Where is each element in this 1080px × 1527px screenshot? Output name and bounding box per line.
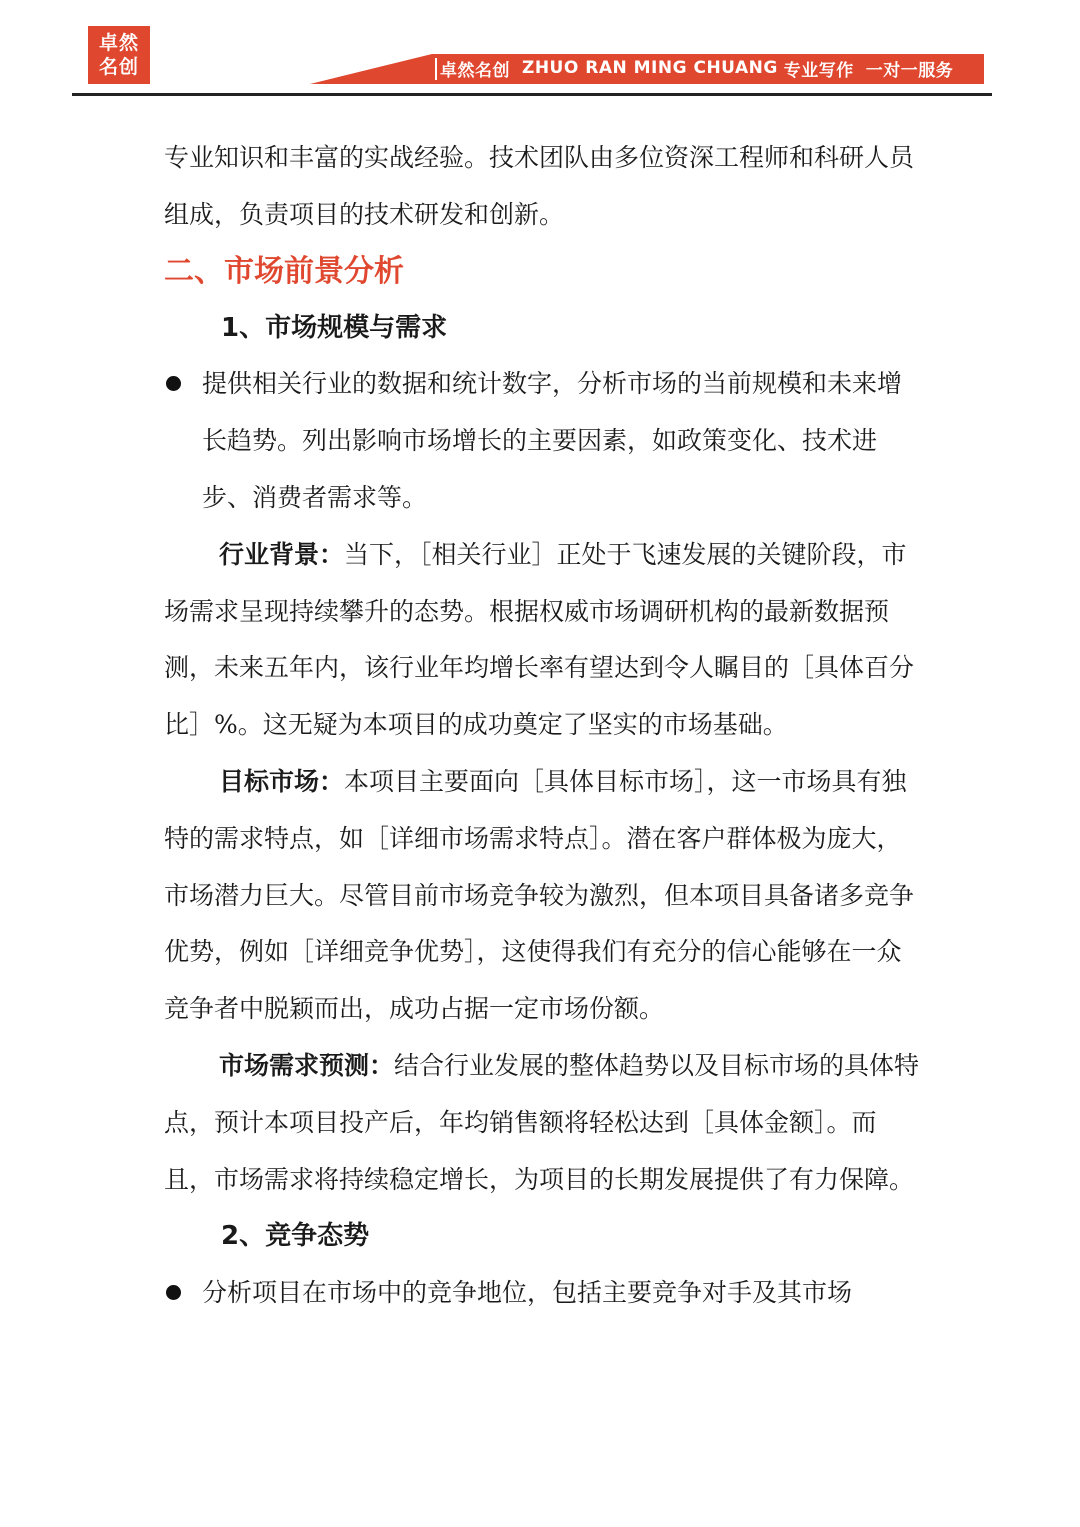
paragraph-forecast [164, 1038, 924, 1208]
banner-brand-cn: 卓然名创 [440, 60, 510, 81]
banner-brand-en: ZHUO RAN MING CHUANG [522, 58, 778, 78]
logo-text-bottom: 名创 [98, 56, 139, 78]
subsection-title-competition: 2、竞争态势 [221, 1221, 370, 1252]
document-body [164, 130, 924, 1322]
bullet-dot [166, 376, 181, 391]
section-title: 二、市场前景分析 [164, 253, 404, 289]
bullet-item [164, 356, 924, 526]
paragraph-lead: 行业背景： [219, 539, 345, 569]
header-banner-shape [0, 0, 1080, 100]
banner-tagline: 专业写作 [783, 60, 854, 81]
paragraph-lead: 目标市场： [219, 766, 345, 796]
bullet-text: 分析项目在市场中的竞争地位，包括主要竞争对手及其市场 [202, 1278, 853, 1308]
paragraph-lead: 市场需求预测： [219, 1050, 395, 1080]
logo-text-top: 卓然 [98, 32, 139, 54]
header-banner-text [440, 55, 980, 81]
subsection-title-market-size: 1、市场规模与需求 [221, 312, 448, 343]
bullet-item [164, 1265, 924, 1322]
paragraph-text: 本项目主要面向［具体目标市场］，这一市场具有独特的需求特点，如［详细市场需求特点］。潜在客户群体极为庞大，市场潜力巨大。尽管目前市场竞争较为激烈，但本项目具备诸多竞争优势，例如［详细竞争优势］，这使得我们有充分的信心能够在一众竞争者中脱颖而出，成功占据一定市场份额。 [164, 766, 915, 1024]
bullet-text: 提供相关行业的数据和统计数字，分析市场的当前规模和未来增长趋势。列出影响市场增长的主要因素，如政策变化、技术进步、消费者需求等。 [202, 369, 903, 512]
banner-wedge [310, 54, 432, 84]
paragraph-industry [164, 527, 924, 754]
paragraph-target-market [164, 754, 924, 1038]
bullet-dot [166, 1285, 181, 1300]
paragraph-text: 当下，［相关行业］正处于飞速发展的关键阶段，市场需求呈现持续攀升的态势。根据权威市场调研机构的最新数据预测，未来五年内，该行业年均增长率有望达到令人瞩目的［具体百分比］%。这无疑为本项目的成功奠定了坚实的市场基础。 [164, 539, 915, 740]
paragraph-text: 结合行业发展的整体趋势以及目标市场的具体特点，预计本项目投产后，年均销售额将轻松达到［具体金额］。而且，市场需求将持续稳定增长，为项目的长期发展提供了有力保障。 [164, 1050, 920, 1194]
header-rule [72, 93, 992, 96]
banner-service: 一对一服务 [865, 60, 954, 81]
intro-paragraph: 专业知识和丰富的实战经验。技术团队由多位资深工程师和科研人员组成，负责项目的技术研发和创新。 [164, 143, 915, 229]
